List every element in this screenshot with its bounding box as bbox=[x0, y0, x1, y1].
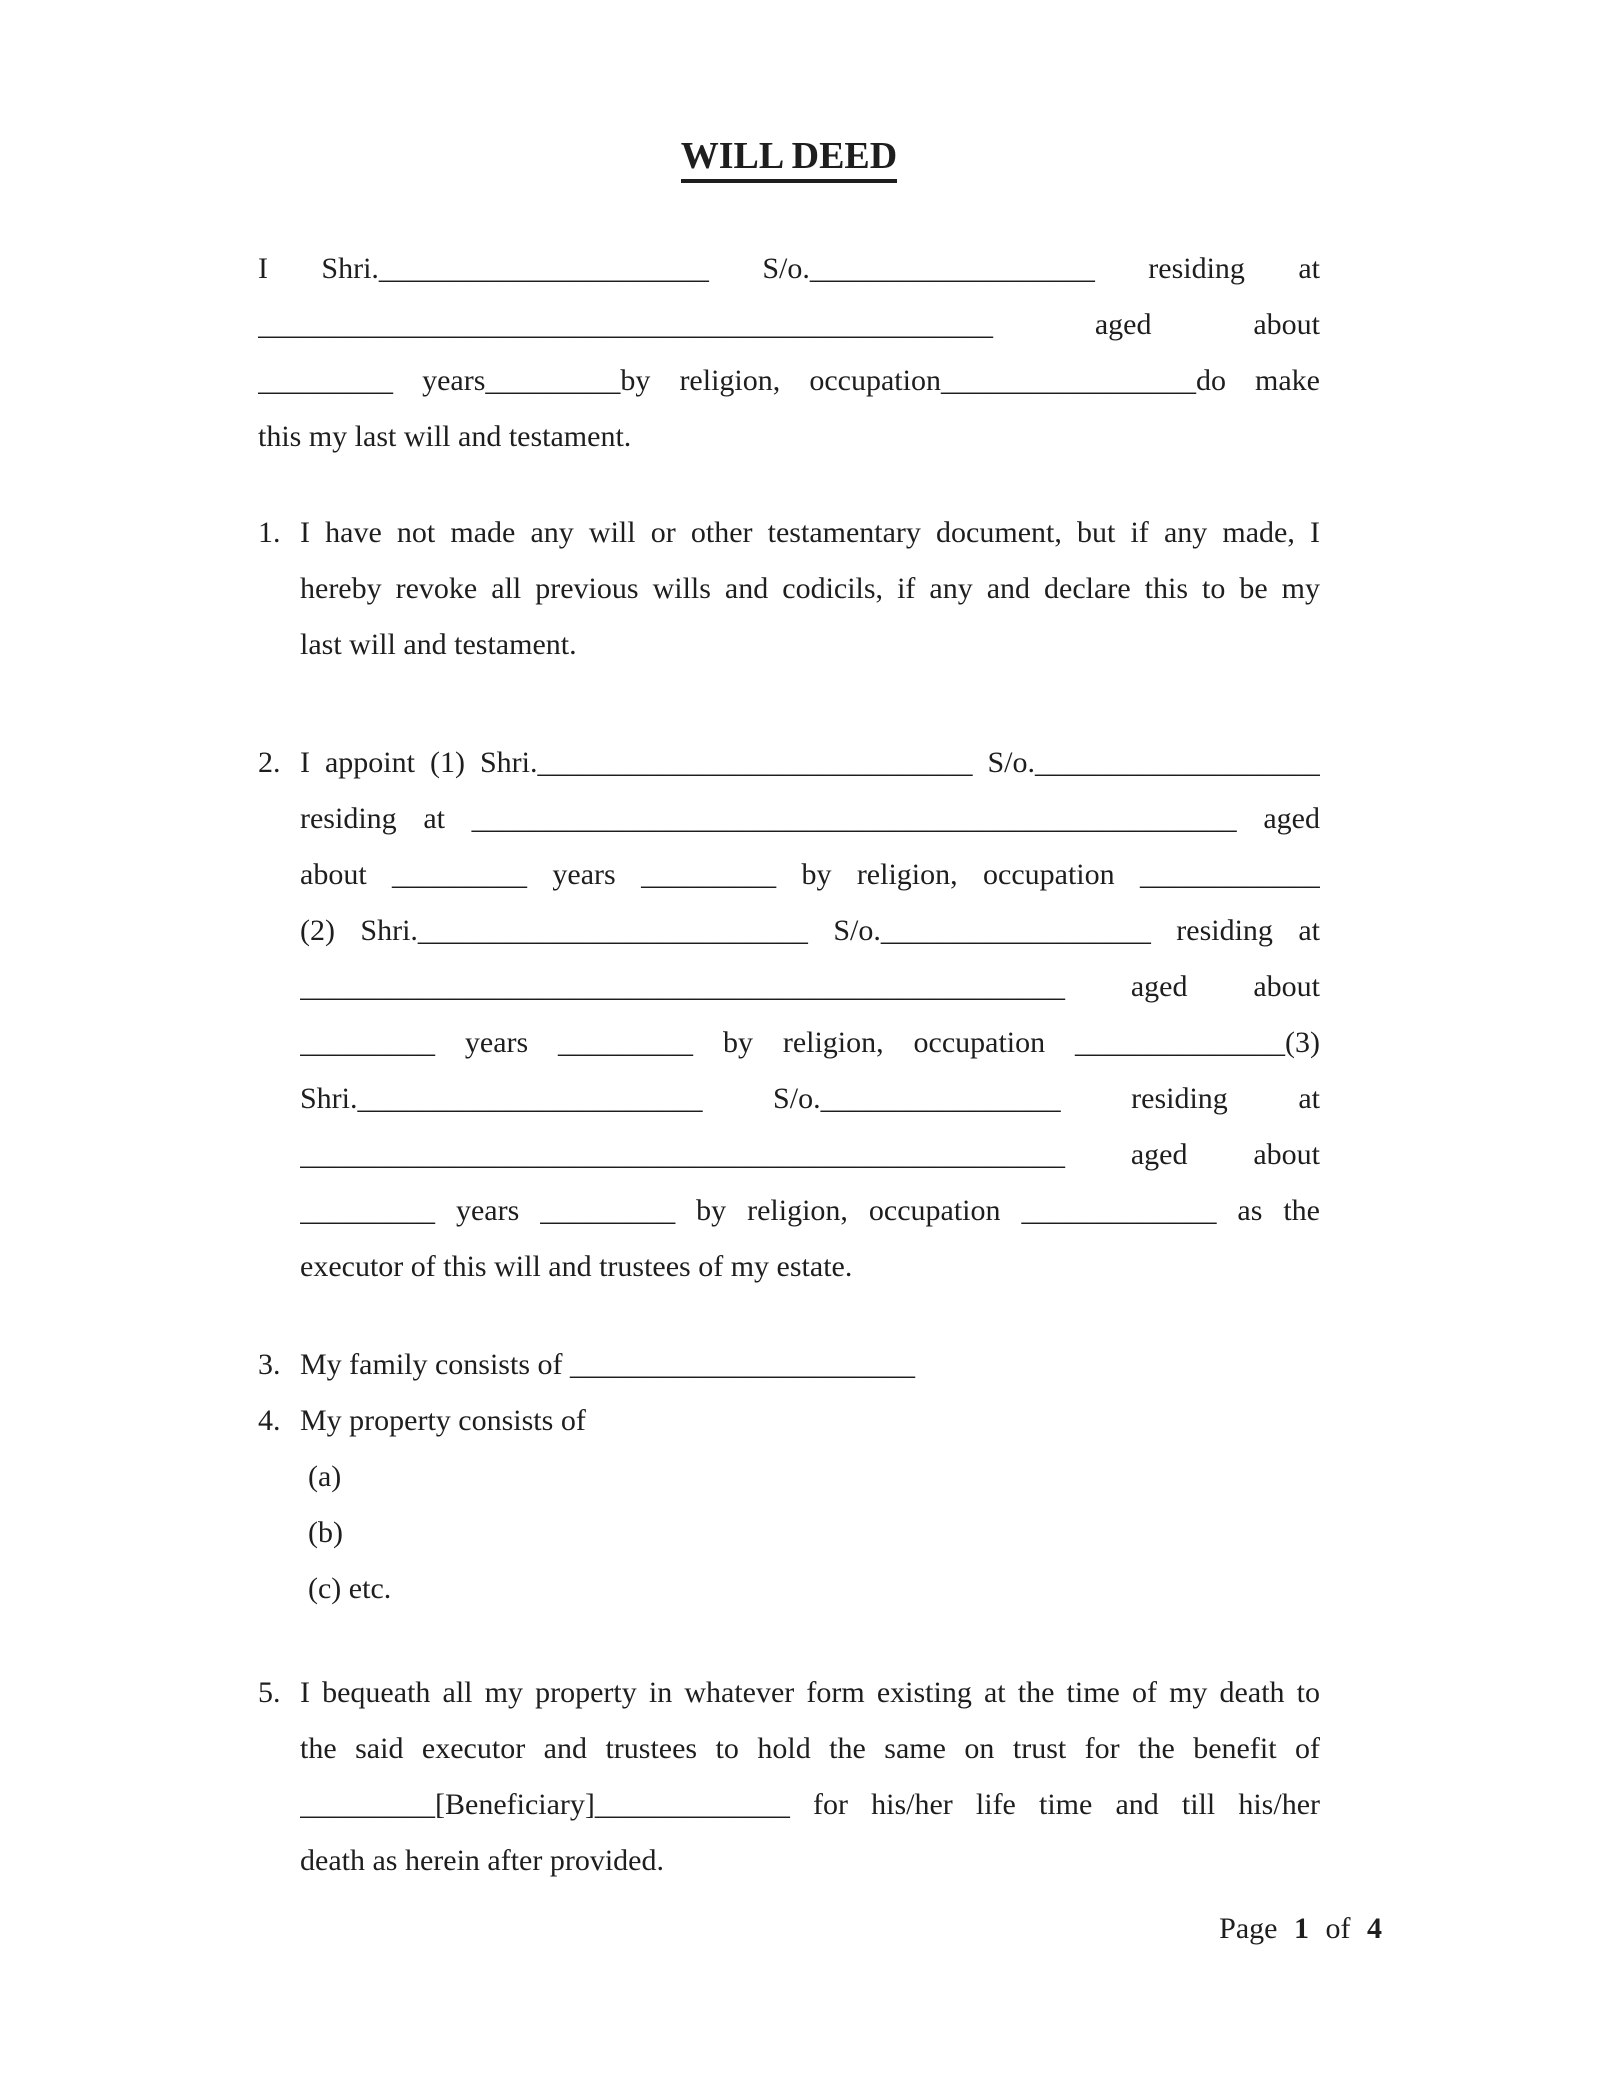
footer-of-label: of bbox=[1325, 1912, 1351, 1945]
clause-2-executors-text bbox=[300, 735, 1320, 1295]
document-body bbox=[258, 241, 1320, 1889]
clause-3-family-number: 3. bbox=[258, 1348, 281, 1381]
clause-4-property-number: 4. bbox=[258, 1404, 281, 1437]
clause-4-subitem-b: (b) bbox=[308, 1516, 343, 1549]
clause-3-family-text bbox=[300, 1337, 1320, 1393]
clause-2-line-5: ___________________________________________________ aged about bbox=[300, 970, 1320, 1003]
clause-2-line-8: ___________________________________________________ aged about bbox=[300, 1138, 1320, 1171]
clause-2-line-6: _________ years _________ by religion, occupation ______________(3) bbox=[300, 1026, 1320, 1059]
clause-3-family bbox=[258, 1337, 1320, 1393]
footer-page-label: Page bbox=[1219, 1912, 1278, 1945]
intro-line-2: _________________________________________________ aged about bbox=[258, 308, 1320, 341]
clause-2-executors bbox=[258, 735, 1320, 1295]
intro-paragraph bbox=[258, 241, 1320, 465]
clause-5-line-1: I bequeath all my property in whatever form existing at the time of my death to bbox=[300, 1676, 1320, 1709]
clause-2-line-9: _________ years _________ by religion, occupation _____________ as the bbox=[300, 1194, 1320, 1227]
footer-page-number: 1 bbox=[1294, 1912, 1309, 1945]
clause-1-revocation-number: 1. bbox=[258, 516, 281, 549]
clause-2-line-3: about _________ years _________ by religion, occupation ____________ bbox=[300, 858, 1320, 891]
clause-4-line-1: My property consists of bbox=[300, 1404, 586, 1437]
document-title: WILL DEED bbox=[681, 135, 897, 183]
intro-line-4: this my last will and testament. bbox=[258, 420, 632, 453]
clause-1-line-2: hereby revoke all previous wills and codicils, if any and declare this to be my bbox=[300, 572, 1320, 605]
clause-5-bequest-number: 5. bbox=[258, 1676, 281, 1709]
clause-4-property-text bbox=[300, 1393, 1320, 1617]
intro-line-3: _________ years_________by religion, occupation_________________do make bbox=[258, 364, 1320, 397]
clause-1-revocation-text bbox=[300, 505, 1320, 673]
clause-2-executors-number: 2. bbox=[258, 746, 281, 779]
footer-total-pages: 4 bbox=[1367, 1912, 1382, 1945]
clause-2-line-1: I appoint (1) Shri._____________________________ S/o.___________________ bbox=[300, 746, 1320, 779]
clause-5-line-3: _________[Beneficiary]_____________ for his/her life time and till his/her bbox=[300, 1788, 1320, 1821]
clause-5-bequest-text bbox=[300, 1665, 1320, 1889]
page-footer bbox=[258, 1901, 1382, 1957]
clause-3-line-1: My family consists of _______________________ bbox=[300, 1348, 915, 1381]
clause-4-subitem-a: (a) bbox=[308, 1460, 342, 1493]
clause-2-line-4: (2) Shri.__________________________ S/o.__________________ residing at bbox=[300, 914, 1320, 947]
clause-5-line-2: the said executor and trustees to hold the same on trust for the benefit of bbox=[300, 1732, 1320, 1765]
clause-5-bequest bbox=[258, 1665, 1320, 1889]
intro-line-1: I Shri.______________________ S/o.___________________ residing at bbox=[258, 252, 1320, 285]
clause-1-revocation bbox=[258, 505, 1320, 673]
clause-2-line-10: executor of this will and trustees of my estate. bbox=[300, 1250, 853, 1283]
clause-1-line-3: last will and testament. bbox=[300, 628, 577, 661]
clause-2-line-7: Shri._______________________ S/o.________________ residing at bbox=[300, 1082, 1320, 1115]
title-row bbox=[258, 128, 1320, 187]
clause-5-line-4: death as herein after provided. bbox=[300, 1844, 664, 1877]
clause-2-line-2: residing at ___________________________________________________ aged bbox=[300, 802, 1320, 835]
clause-1-line-1: I have not made any will or other testamentary document, but if any made, I bbox=[300, 516, 1320, 549]
clause-4-subitem-c: (c) etc. bbox=[308, 1572, 392, 1605]
clause-4-property bbox=[258, 1393, 1320, 1617]
